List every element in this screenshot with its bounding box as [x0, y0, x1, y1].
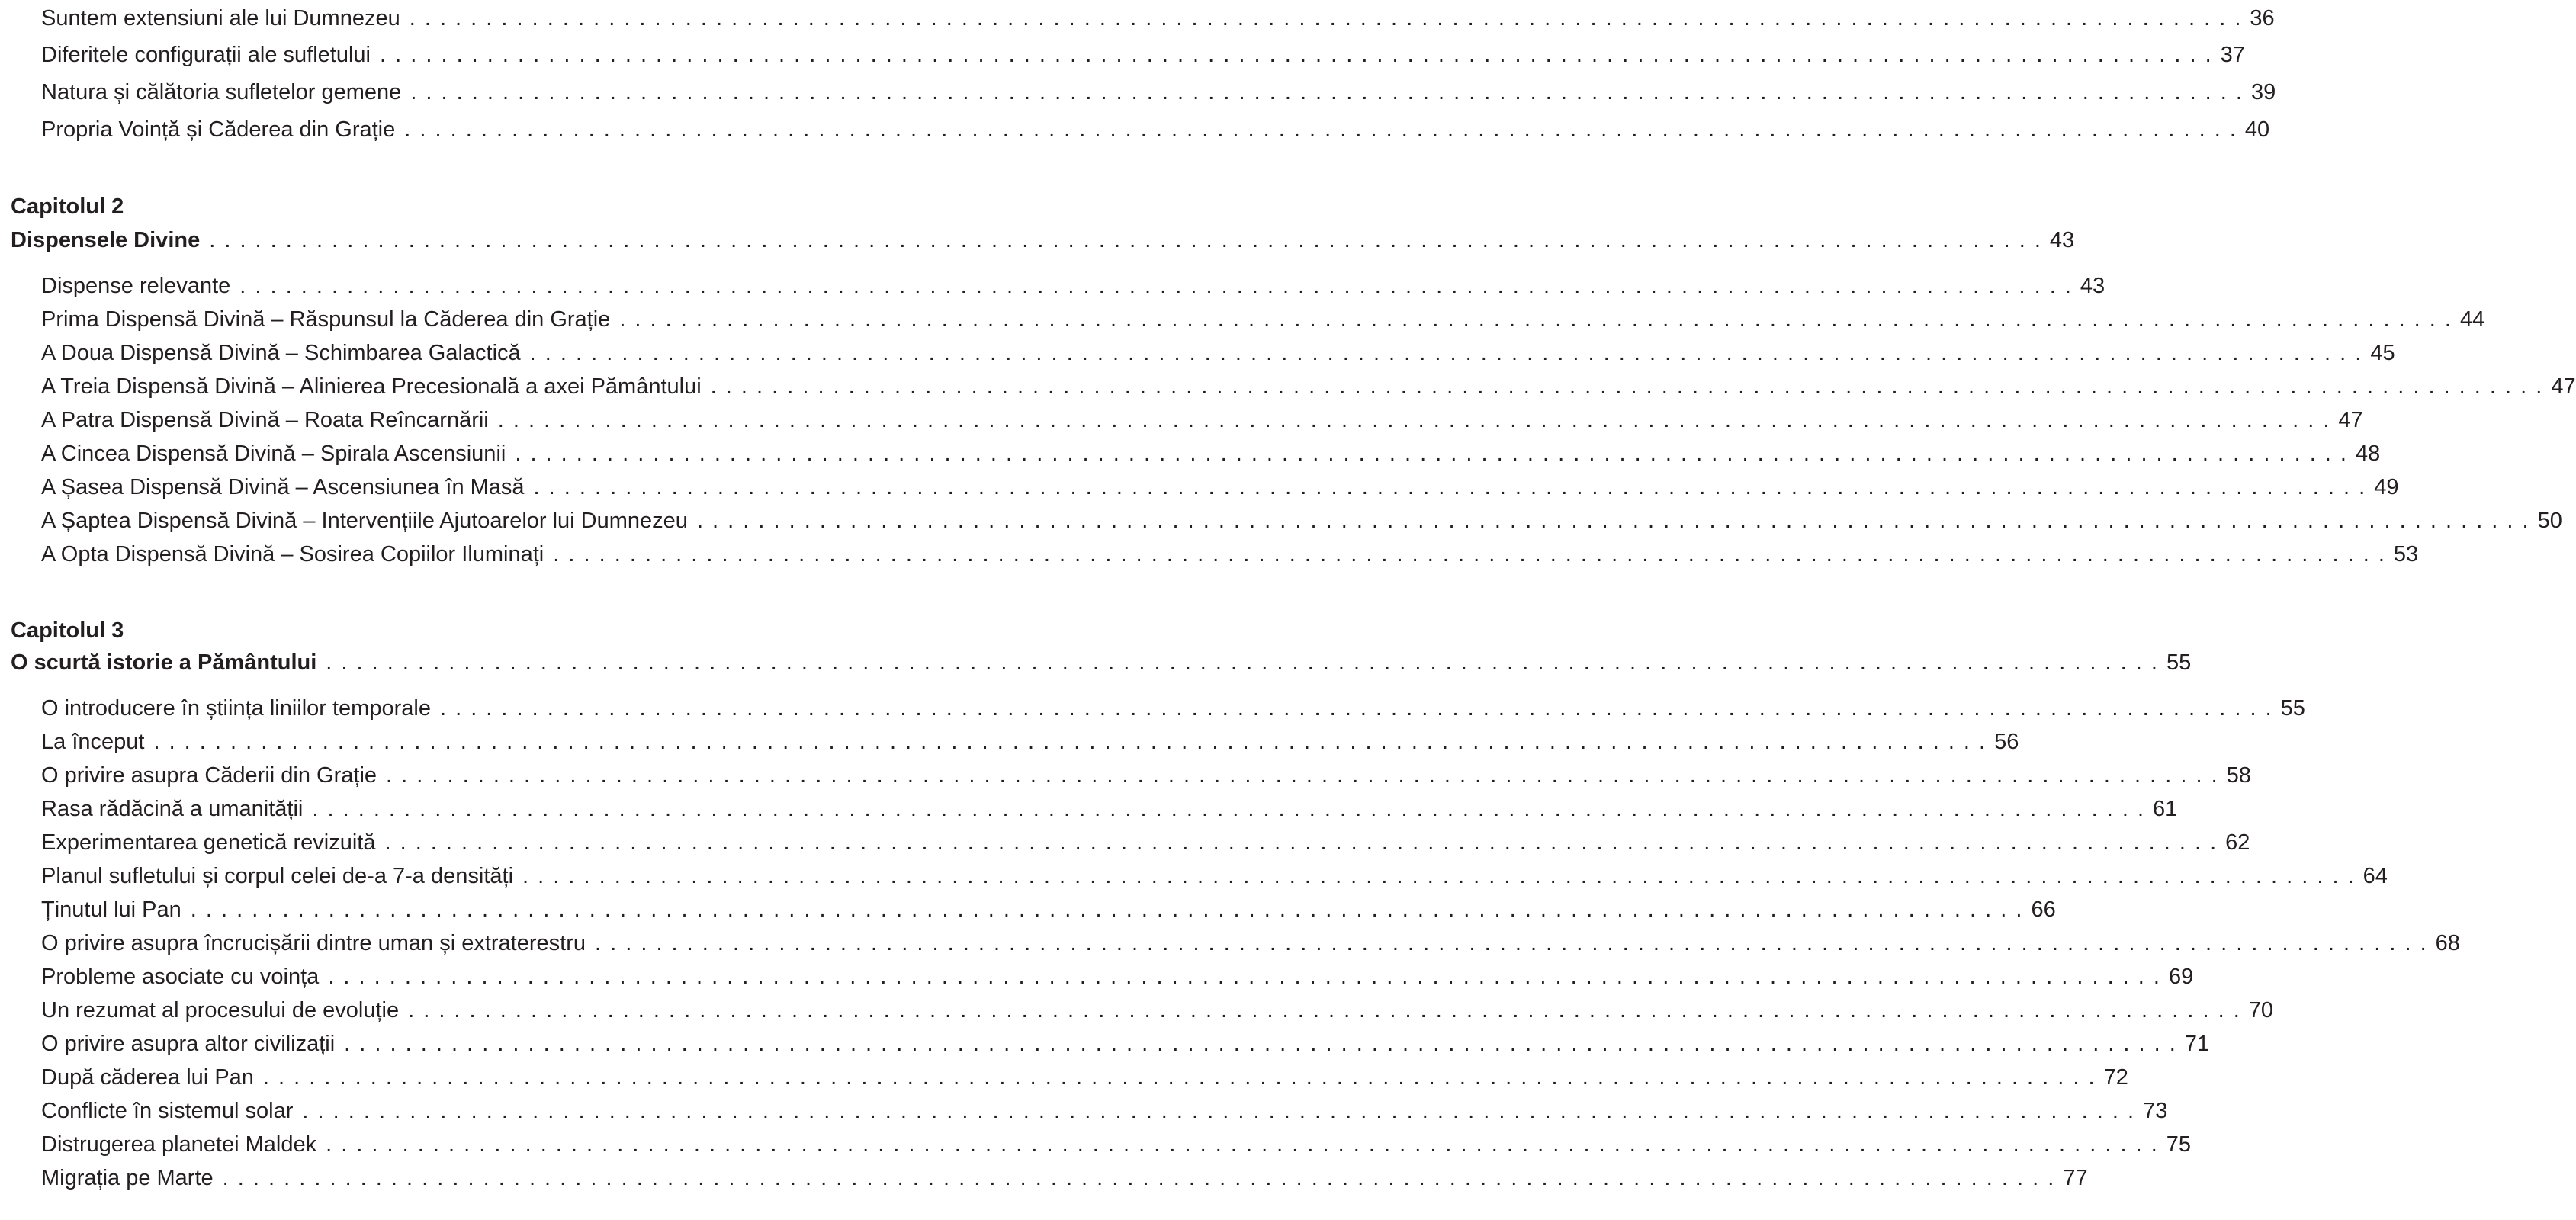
toc-entry-title: Rasa rădăcină a umanității	[41, 797, 304, 821]
toc-entry-title: La început	[41, 730, 145, 754]
toc-entry-title: După căderea lui Pan	[41, 1065, 254, 1090]
chapter-page: 55	[2166, 650, 2192, 675]
toc-entry-page: 61	[2153, 797, 2178, 821]
toc-entry-page: 68	[2435, 931, 2460, 955]
toc-entry-page: 75	[2166, 1132, 2192, 1157]
toc-entry-title: Conflicte în sistemul solar	[41, 1099, 294, 1123]
toc-entry-page: 37	[2220, 43, 2245, 67]
dot-leader: . . . . . . . . . . . . . . . . . . . . . . . . . . . . . . . . . . . . . . . . . . . . . . . . . . . . . . . . . . . . . . . . . . . . . . . . . . . . . . . . . . . . . . . . . . . . . . . . . . . . . . . . . . . . . . . . . . . . . . . .	[153, 730, 1987, 754]
toc-entry	[41, 472, 2399, 502]
dot-leader: . . . . . . . . . . . . . . . . . . . . . . . . . . . . . . . . . . . . . . . . . . . . . . . . . . . . . . . . . . . . . . . . . . . . . . . . . . . . . . . . . . . . . . . . . . . . . . . . . . . . . . . . . . . . . . . . . . . . . . . .	[222, 1166, 2056, 1190]
toc-entry-title: A Treia Dispensă Divină – Alinierea Precesională a axei Pământului	[41, 374, 702, 399]
toc-entry-page: 77	[2063, 1166, 2088, 1190]
chapter-title: O scurtă istorie a Pământului	[11, 650, 317, 675]
toc-entry-title: O privire asupra Căderii din Grație	[41, 763, 377, 788]
toc-entry-title: Suntem extensiuni ale lui Dumnezeu	[41, 6, 400, 30]
dot-leader: . . . . . . . . . . . . . . . . . . . . . . . . . . . . . . . . . . . . . . . . . . . . . . . . . . . . . . . . . . . . . . . . . . . . . . . . . . . . . . . . . . . . . . . . . . . . . . . . . . . . . . . . . . . . . . . . . . . . . . . .	[326, 650, 2159, 675]
toc-entry	[41, 928, 2460, 958]
toc-entry	[41, 995, 2274, 1026]
chapter-page: 43	[2049, 228, 2075, 252]
toc-entry-title: O privire asupra altor civilizații	[41, 1032, 336, 1056]
toc-entry	[41, 40, 2245, 70]
dot-leader: . . . . . . . . . . . . . . . . . . . . . . . . . . . . . . . . . . . . . . . . . . . . . . . . . . . . . . . . . . . . . . . . . . . . . . . . . . . . . . . . . . . . . . . . . . . . . . . . . . . . . . . . . . . . . . . . . . . . . . . .	[439, 696, 2273, 721]
dot-leader: . . . . . . . . . . . . . . . . . . . . . . . . . . . . . . . . . . . . . . . . . . . . . . . . . . . . . . . . . . . . . . . . . . . . . . . . . . . . . . . . . . . . . . . . . . . . . . . . . . . . . . . . . . . . . . . . . . . . . . . .	[344, 1032, 2177, 1056]
toc-entry	[41, 271, 2105, 301]
toc-entry	[41, 371, 2576, 402]
toc-entry-page: 40	[2244, 117, 2270, 142]
toc-entry	[41, 405, 2363, 435]
toc-entry-page: 47	[2551, 374, 2576, 399]
chapter-title-line	[11, 225, 2075, 255]
toc-entry-page: 39	[2250, 80, 2276, 104]
toc-entry	[41, 1129, 2192, 1160]
toc-entry-title: Natura și călătoria sufletelor gemene	[41, 80, 402, 104]
toc-entry	[41, 693, 2305, 724]
dot-leader: . . . . . . . . . . . . . . . . . . . . . . . . . . . . . . . . . . . . . . . . . . . . . . . . . . . . . . . . . . . . . . . . . . . . . . . . . . . . . . . . . . . . . . . . . . . . . . . . . . . . . . . . . . . . . . . . . . . . . . . .	[209, 228, 2042, 252]
dot-leader: . . . . . . . . . . . . . . . . . . . . . . . . . . . . . . . . . . . . . . . . . . . . . . . . . . . . . . . . . . . . . . . . . . . . . . . . . . . . . . . . . . . . . . . . . . . . . . . . . . . . . . . . . . . . . . . . . . . . . . . .	[408, 998, 2241, 1023]
toc-entry-title: A Patra Dispensă Divină – Roata Reîncarnării	[41, 408, 489, 432]
toc-entry	[41, 506, 2562, 536]
toc-entry-title: Experimentarea genetică revizuită	[41, 830, 376, 855]
dot-leader: . . . . . . . . . . . . . . . . . . . . . . . . . . . . . . . . . . . . . . . . . . . . . . . . . . . . . . . . . . . . . . . . . . . . . . . . . . . . . . . . . . . . . . . . . . . . . . . . . . . . . . . . . . . . . . . . . . . . . . . .	[384, 830, 2218, 855]
toc-entry	[41, 1029, 2210, 1059]
dot-leader: . . . . . . . . . . . . . . . . . . . . . . . . . . . . . . . . . . . . . . . . . . . . . . . . . . . . . . . . . . . . . . . . . . . . . . . . . . . . . . . . . . . . . . . . . . . . . . . . . . . . . . . . . . . . . . . . . . . . . . . .	[410, 80, 2244, 104]
toc-entry-title: A Opta Dispensă Divină – Sosirea Copiilor Iluminați	[41, 542, 544, 567]
chapter-title-line	[11, 647, 2192, 678]
toc-entry	[41, 760, 2251, 791]
toc-entry	[41, 794, 2178, 824]
toc-entry-page: 69	[2168, 965, 2194, 989]
toc-entry	[41, 3, 2275, 34]
dot-leader: . . . . . . . . . . . . . . . . . . . . . . . . . . . . . . . . . . . . . . . . . . . . . . . . . . . . . . . . . . . . . . . . . . . . . . . . . . . . . . . . . . . . . . . . . . . . . . . . . . . . . . . . . . . . . . . . . . . . . . . .	[710, 374, 2544, 399]
dot-leader: . . . . . . . . . . . . . . . . . . . . . . . . . . . . . . . . . . . . . . . . . . . . . . . . . . . . . . . . . . . . . . . . . . . . . . . . . . . . . . . . . . . . . . . . . . . . . . . . . . . . . . . . . . . . . . . . . . . . . . . .	[328, 965, 2161, 989]
toc-entry-title: Propria Voință și Căderea din Grație	[41, 117, 396, 142]
toc-entry-page: 58	[2226, 763, 2251, 788]
toc-entry	[41, 827, 2250, 858]
toc-entry-page: 55	[2280, 696, 2305, 721]
toc-entry-title: A Șaptea Dispensă Divină – Intervențiile Ajutoarelor lui Dumnezeu	[41, 509, 688, 533]
toc-entry-page: 64	[2362, 864, 2388, 888]
toc-entry-page: 44	[2459, 307, 2485, 332]
toc-entry-page: 45	[2370, 341, 2395, 365]
toc-entry-title: Migrația pe Marte	[41, 1166, 214, 1190]
dot-leader: . . . . . . . . . . . . . . . . . . . . . . . . . . . . . . . . . . . . . . . . . . . . . . . . . . . . . . . . . . . . . . . . . . . . . . . . . . . . . . . . . . . . . . . . . . . . . . . . . . . . . . . . . . . . . . . . . . . . . . . .	[386, 763, 2219, 788]
dot-leader: . . . . . . . . . . . . . . . . . . . . . . . . . . . . . . . . . . . . . . . . . . . . . . . . . . . . . . . . . . . . . . . . . . . . . . . . . . . . . . . . . . . . . . . . . . . . . . . . . . . . . . . . . . . . . . . . . . . . . . . .	[326, 1132, 2159, 1157]
dot-leader: . . . . . . . . . . . . . . . . . . . . . . . . . . . . . . . . . . . . . . . . . . . . . . . . . . . . . . . . . . . . . . . . . . . . . . . . . . . . . . . . . . . . . . . . . . . . . . . . . . . . . . . . . . . . . . . . . . . . . . . .	[404, 117, 2237, 142]
toc-entry-page: 73	[2143, 1099, 2168, 1123]
toc-entry-title: Distrugerea planetei Maldek	[41, 1132, 317, 1157]
toc-entry-page: 48	[2355, 441, 2381, 466]
dot-leader: . . . . . . . . . . . . . . . . . . . . . . . . . . . . . . . . . . . . . . . . . . . . . . . . . . . . . . . . . . . . . . . . . . . . . . . . . . . . . . . . . . . . . . . . . . . . . . . . . . . . . . . . . . . . . . . . . . . . . . . .	[515, 441, 2348, 466]
toc-entry	[41, 962, 2194, 992]
toc-entry-page: 36	[2250, 6, 2275, 30]
toc-entry	[41, 304, 2485, 335]
dot-leader: . . . . . . . . . . . . . . . . . . . . . . . . . . . . . . . . . . . . . . . . . . . . . . . . . . . . . . . . . . . . . . . . . . . . . . . . . . . . . . . . . . . . . . . . . . . . . . . . . . . . . . . . . . . . . . . . . . . . . . . .	[696, 509, 2530, 533]
toc-entry-title: O privire asupra încrucișării dintre uman și extraterestru	[41, 931, 586, 955]
toc-entry-page: 62	[2225, 830, 2250, 855]
toc-entry	[41, 727, 2019, 757]
dot-leader: . . . . . . . . . . . . . . . . . . . . . . . . . . . . . . . . . . . . . . . . . . . . . . . . . . . . . . . . . . . . . . . . . . . . . . . . . . . . . . . . . . . . . . . . . . . . . . . . . . . . . . . . . . . . . . . . . . . . . . . .	[553, 542, 2386, 567]
toc-entry-title: Ținutul lui Pan	[41, 897, 181, 922]
dot-leader: . . . . . . . . . . . . . . . . . . . . . . . . . . . . . . . . . . . . . . . . . . . . . . . . . . . . . . . . . . . . . . . . . . . . . . . . . . . . . . . . . . . . . . . . . . . . . . . . . . . . . . . . . . . . . . . . . . . . . . . .	[262, 1065, 2096, 1090]
toc-entry-page: 49	[2374, 475, 2399, 499]
dot-leader: . . . . . . . . . . . . . . . . . . . . . . . . . . . . . . . . . . . . . . . . . . . . . . . . . . . . . . . . . . . . . . . . . . . . . . . . . . . . . . . . . . . . . . . . . . . . . . . . . . . . . . . . . . . . . . . . . . . . . . . .	[522, 864, 2356, 888]
toc-entry-page: 53	[2393, 542, 2419, 567]
chapter-title: Dispensele Divine	[11, 228, 201, 252]
toc-entry-title: Prima Dispensă Divină – Răspunsul la Căderea din Grație	[41, 307, 611, 332]
toc-entry	[41, 861, 2388, 891]
toc-entry-title: O introducere în știința liniilor temporale	[41, 696, 431, 721]
toc-entry-title: Diferitele configurații ale sufletului	[41, 43, 371, 67]
dot-leader: . . . . . . . . . . . . . . . . . . . . . . . . . . . . . . . . . . . . . . . . . . . . . . . . . . . . . . . . . . . . . . . . . . . . . . . . . . . . . . . . . . . . . . . . . . . . . . . . . . . . . . . . . . . . . . . . . . . . . . . .	[239, 274, 2073, 298]
toc-entry	[41, 77, 2276, 108]
dot-leader: . . . . . . . . . . . . . . . . . . . . . . . . . . . . . . . . . . . . . . . . . . . . . . . . . . . . . . . . . . . . . . . . . . . . . . . . . . . . . . . . . . . . . . . . . . . . . . . . . . . . . . . . . . . . . . . . . . . . . . . .	[497, 408, 2331, 432]
toc-entry	[41, 338, 2395, 368]
toc-entry-title: Planul sufletului și corpul celei de-a 7-a densități	[41, 864, 514, 888]
dot-leader: . . . . . . . . . . . . . . . . . . . . . . . . . . . . . . . . . . . . . . . . . . . . . . . . . . . . . . . . . . . . . . . . . . . . . . . . . . . . . . . . . . . . . . . . . . . . . . . . . . . . . . . . . . . . . . . . . . . . . . . .	[533, 475, 2367, 499]
dot-leader: . . . . . . . . . . . . . . . . . . . . . . . . . . . . . . . . . . . . . . . . . . . . . . . . . . . . . . . . . . . . . . . . . . . . . . . . . . . . . . . . . . . . . . . . . . . . . . . . . . . . . . . . . . . . . . . . . . . . . . . .	[529, 341, 2363, 365]
dot-leader: . . . . . . . . . . . . . . . . . . . . . . . . . . . . . . . . . . . . . . . . . . . . . . . . . . . . . . . . . . . . . . . . . . . . . . . . . . . . . . . . . . . . . . . . . . . . . . . . . . . . . . . . . . . . . . . . . . . . . . . .	[312, 797, 2146, 821]
toc-entry-page: 56	[1994, 730, 2019, 754]
toc-entry	[41, 1096, 2168, 1126]
dot-leader: . . . . . . . . . . . . . . . . . . . . . . . . . . . . . . . . . . . . . . . . . . . . . . . . . . . . . . . . . . . . . . . . . . . . . . . . . . . . . . . . . . . . . . . . . . . . . . . . . . . . . . . . . . . . . . . . . . . . . . . .	[302, 1099, 2136, 1123]
chapter-label: Capitolul 3	[11, 618, 124, 643]
toc-entry-title: A Șasea Dispensă Divină – Ascensiunea în Masă	[41, 475, 525, 499]
toc-entry-page: 43	[2080, 274, 2105, 298]
toc-entry-page: 66	[2031, 897, 2056, 922]
dot-leader: . . . . . . . . . . . . . . . . . . . . . . . . . . . . . . . . . . . . . . . . . . . . . . . . . . . . . . . . . . . . . . . . . . . . . . . . . . . . . . . . . . . . . . . . . . . . . . . . . . . . . . . . . . . . . . . . . . . . . . . .	[409, 6, 2243, 30]
dot-leader: . . . . . . . . . . . . . . . . . . . . . . . . . . . . . . . . . . . . . . . . . . . . . . . . . . . . . . . . . . . . . . . . . . . . . . . . . . . . . . . . . . . . . . . . . . . . . . . . . . . . . . . . . . . . . . . . . . . . . . . .	[619, 307, 2452, 332]
toc-entry-title: Un rezumat al procesului de evoluție	[41, 998, 400, 1023]
toc-entry	[41, 1062, 2128, 1093]
toc-entry	[41, 438, 2381, 469]
dot-leader: . . . . . . . . . . . . . . . . . . . . . . . . . . . . . . . . . . . . . . . . . . . . . . . . . . . . . . . . . . . . . . . . . . . . . . . . . . . . . . . . . . . . . . . . . . . . . . . . . . . . . . . . . . . . . . . . . . . . . . . .	[190, 897, 2024, 922]
toc-entry-page: 70	[2248, 998, 2274, 1023]
toc-entry-page: 72	[2103, 1065, 2128, 1090]
toc-entry-title: A Doua Dispensă Divină – Schimbarea Galactică	[41, 341, 521, 365]
toc-entry-title: Dispense relevante	[41, 274, 231, 298]
toc-entry	[41, 1163, 2088, 1193]
toc-entry-page: 50	[2537, 509, 2562, 533]
toc-entry	[41, 539, 2419, 570]
dot-leader: . . . . . . . . . . . . . . . . . . . . . . . . . . . . . . . . . . . . . . . . . . . . . . . . . . . . . . . . . . . . . . . . . . . . . . . . . . . . . . . . . . . . . . . . . . . . . . . . . . . . . . . . . . . . . . . . . . . . . . . .	[594, 931, 2428, 955]
toc-entry	[41, 114, 2270, 145]
toc-entry-page: 47	[2338, 408, 2363, 432]
chapter-label: Capitolul 2	[11, 194, 124, 219]
toc-entry-title: A Cincea Dispensă Divină – Spirala Ascensiunii	[41, 441, 506, 466]
toc-entry-title: Probleme asociate cu voința	[41, 965, 320, 989]
dot-leader: . . . . . . . . . . . . . . . . . . . . . . . . . . . . . . . . . . . . . . . . . . . . . . . . . . . . . . . . . . . . . . . . . . . . . . . . . . . . . . . . . . . . . . . . . . . . . . . . . . . . . . . . . . . . . . . . . . . . . . . .	[380, 43, 2213, 67]
toc-entry	[41, 894, 2056, 925]
toc-entry-page: 71	[2184, 1032, 2210, 1056]
